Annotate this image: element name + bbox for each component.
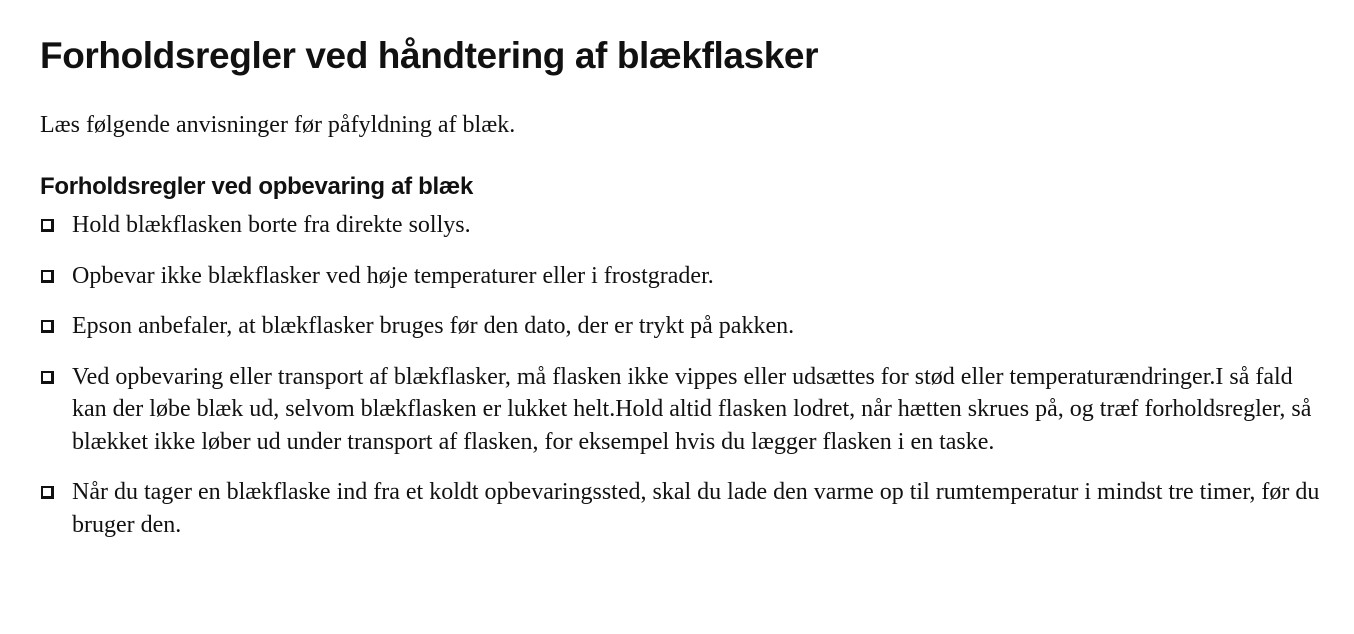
checkbox-bullet-icon: [40, 260, 72, 292]
list-item-text: Ved opbevaring eller transport af blækflasker, må flasken ikke vippes eller udsættes for stød eller temperaturændringer.I så fald kan der løbe blæk ud, selvom blækflasken er lukket helt.Hold altid flasken lodret, når hætten skrues på, og træf forholdsregler, så blækket ikke løber ud under transport af flasken, for eksempel hvis du lægger flasken i en taske.: [72, 363, 1312, 455]
list-item-text: Når du tager en blækflaske ind fra et koldt opbevaringssted, skal du lade den varme op til rumtemperatur i mindst tre timer, før du bruger den.: [72, 479, 1320, 538]
checkbox-bullet-icon: [40, 361, 72, 393]
list-item-text: Opbevar ikke blækflasker ved høje temperaturer eller i frostgrader.: [72, 262, 714, 289]
list-item: [40, 476, 1330, 541]
list-item-text: Hold blækflasken borte fra direkte sollys.: [72, 212, 471, 238]
section-heading: Forholdsregler ved opbevaring af blæk: [40, 173, 473, 200]
precaution-list: [40, 209, 1330, 541]
list-item: [40, 260, 1330, 293]
checkbox-bullet-icon: [40, 476, 72, 508]
list-item: [40, 361, 1330, 459]
checkbox-bullet-icon: [40, 310, 72, 342]
page-title: Forholdsregler ved håndtering af blækflasker: [40, 35, 819, 76]
list-item: [40, 310, 1330, 343]
checkbox-bullet-icon: [40, 209, 72, 241]
list-item: [40, 209, 1330, 242]
document-page: [40, 30, 1330, 559]
intro-text: Læs følgende anvisninger før påfyldning af blæk.: [40, 112, 516, 138]
list-item-text: Epson anbefaler, at blækflasker bruges før den dato, der er trykt på pakken.: [72, 313, 795, 339]
